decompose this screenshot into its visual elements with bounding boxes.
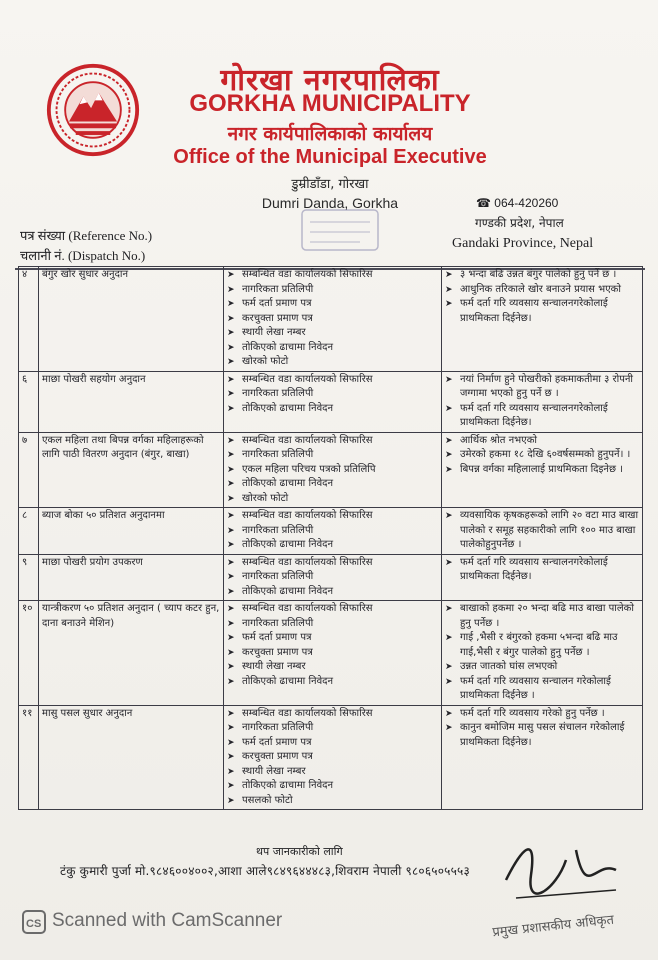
phone-value: 064-420260 [494, 196, 559, 210]
document-list [227, 268, 438, 370]
program-name-cell: एकल महिला तथा बिपन्न वर्गका महिलाहरूको लागि पाठी वितरण अनुदान (बंगुर, बाखा) [39, 432, 224, 508]
required-documents-cell [224, 508, 442, 555]
required-documents-cell [224, 371, 442, 432]
document-item: ➤ फर्म दर्ता प्रमाण पत्र [227, 297, 438, 312]
program-name-cell: ब्याज बोका ५० प्रतिशत अनुदानमा [39, 508, 224, 555]
document-item: ➤ फर्म दर्ता प्रमाण पत्र [227, 631, 438, 646]
province-en: Gandaki Province, Nepal [452, 236, 594, 251]
table-row [19, 601, 643, 706]
document-list [227, 373, 438, 417]
remark-item: ➤ आर्थिक श्रोत नभएको [445, 434, 639, 449]
program-name-cell: माछा पोखरी प्रयोग उपकरण [39, 554, 224, 601]
remarks-list [445, 707, 639, 751]
document-list [227, 602, 438, 689]
document-item: ➤ सम्बन्धित वडा कार्यालयको सिफारिस [227, 602, 438, 617]
serial-number-cell: ११ [19, 705, 39, 810]
document-item: ➤ तोकिएको ढाचामा निवेदन [227, 779, 438, 794]
required-documents-cell [224, 432, 442, 508]
document-item: ➤ नागरिकता प्रतिलिपी [227, 617, 438, 632]
remarks-list [445, 268, 639, 326]
document-item: ➤ स्थायी लेखा नम्बर [227, 660, 438, 675]
document-item: ➤ सम्बन्धित वडा कार्यालयको सिफारिस [227, 268, 438, 283]
document-item: ➤ नागरिकता प्रतिलिपी [227, 570, 438, 585]
document-item: ➤ पसलको फोटो [227, 794, 438, 809]
remarks-cell [442, 508, 643, 555]
province-np: गण्डकी प्रदेश, नेपाल [475, 216, 564, 230]
serial-number-cell: ६ [19, 371, 39, 432]
remarks-list [445, 556, 639, 585]
table-row [19, 432, 643, 508]
subsidy-table [18, 266, 643, 810]
table-row [19, 267, 643, 372]
document-item: ➤ सम्बन्धित वडा कार्यालयको सिफारिस [227, 556, 438, 571]
office-title-np: नगर कार्यपालिकाको कार्यालय [227, 123, 433, 145]
more-info-label: थप जानकारीको लागि [256, 845, 343, 858]
remark-item: ➤ फर्म दर्ता गरि व्यवसाय सन्चालनगरेकोलाई प्राथमिकता दिईनेछ। [445, 297, 639, 326]
remark-item: ➤ फर्म दर्ता गरि व्यवसाय सन्चालनगरेकोलाई प्राथमिकता दिईनेछ। [445, 402, 639, 431]
remark-item: ➤ ३ भन्दा बढि उन्नत बंगुर पालेको हुनु पर्ने छ । [445, 268, 639, 283]
remarks-list [445, 434, 639, 478]
municipality-title-en: GORKHA MUNICIPALITY [189, 90, 471, 117]
remarks-list [445, 373, 639, 431]
remark-item: ➤ उमेरको हकमा १८ देखि ६०वर्षसम्मको हुनुपर्ने। । [445, 448, 639, 463]
address-en: Dumri Danda, Gorkha [261, 195, 399, 211]
remark-item: ➤ बिपन्न वर्गका महिलालाई प्राथमिकता दिइनेछ । [445, 463, 639, 478]
document-item: ➤ तोकिएको ढाचामा निवेदन [227, 341, 438, 356]
remark-item: ➤ नयां निर्माण हुने पोखरीको हकमाकतीमा ३ रोपनी जग्गामा भएको हुनु पर्ने छ । [445, 373, 639, 402]
reference-number-label: पत्र संख्या (Reference No.) [20, 228, 153, 243]
remarks-cell [442, 432, 643, 508]
document-item: ➤ सम्बन्धित वडा कार्यालयको सिफारिस [227, 707, 438, 722]
camscanner-text: Scanned with CamScanner [52, 910, 283, 931]
document-item: ➤ सम्बन्धित वडा कार्यालयको सिफारिस [227, 434, 438, 449]
serial-number-cell: ९ [19, 554, 39, 601]
table-row [19, 371, 643, 432]
document-item: ➤ करचुक्ता प्रमाण पत्र [227, 312, 438, 327]
document-item: ➤ नागरिकता प्रतिलिपी [227, 387, 438, 402]
document-item: ➤ नागरिकता प्रतिलिपी [227, 448, 438, 463]
remark-item: ➤ व्यवसायिक कृषकहरूको लागि २० वटा माउ बाखा पालेको र समूह सहकारीको लागि १०० माउ बाखा पालेकोहुनुपर्नेछ । [445, 509, 639, 553]
remark-item: ➤ गाई ,भैसी र बंगुरको हकमा ५भन्दा बढि माउ गाई,भैसी र बंगुर पालेको हुनु पर्नेछ । [445, 631, 639, 660]
remarks-cell [442, 554, 643, 601]
document-item: ➤ सम्बन्धित वडा कार्यालयको सिफारिस [227, 373, 438, 388]
remarks-cell [442, 371, 643, 432]
table-row [19, 705, 643, 810]
required-documents-cell [224, 554, 442, 601]
serial-number-cell: ७ [19, 432, 39, 508]
document-item: ➤ तोकिएको ढाचामा निवेदन [227, 538, 438, 553]
office-stamp-icon [300, 208, 380, 252]
document-item: ➤ एकल महिला परिचय पत्रको प्रतिलिपि [227, 463, 438, 478]
remark-item: ➤ कानुन बमोजिम मासु पसल संचालन गरेकोलाई प्राथमिकता दिईनेछ। [445, 721, 639, 750]
remarks-list [445, 602, 639, 704]
program-name-cell: माछा पोखरी सहयोग अनुदान [39, 371, 224, 432]
camscanner-logo-icon [22, 910, 46, 934]
document-item: ➤ नागरिकता प्रतिलिपी [227, 524, 438, 539]
document-item: ➤ फर्म दर्ता प्रमाण पत्र [227, 736, 438, 751]
remarks-cell [442, 601, 643, 706]
remarks-cell [442, 705, 643, 810]
document-list [227, 707, 438, 809]
document-item: ➤ नागरिकता प्रतिलिपी [227, 721, 438, 736]
serial-number-cell: ४ [19, 267, 39, 372]
serial-number-cell: १० [19, 601, 39, 706]
phone-number [476, 196, 558, 210]
remarks-list [445, 509, 639, 553]
camscanner-watermark [24, 910, 282, 932]
document-item: ➤ तोकिएको ढाचामा निवेदन [227, 585, 438, 600]
document-list [227, 556, 438, 600]
document-item: ➤ खोरको फोटो [227, 492, 438, 507]
municipality-title-np: गोरखा नगरपालिका [220, 63, 440, 98]
document-item: ➤ सम्बन्धित वडा कार्यालयको सिफारिस [227, 509, 438, 524]
document-item: ➤ तोकिएको ढाचामा निवेदन [227, 402, 438, 417]
remark-item: ➤ फर्म दर्ता गरि व्यवसाय सन्चालन गरेकोलाई प्राथमिकता दिईनेछ । [445, 675, 639, 704]
table-row [19, 508, 643, 555]
document-item: ➤ करचुक्ता प्रमाण पत्र [227, 750, 438, 765]
document-item: ➤ खोरको फोटो [227, 355, 438, 370]
contact-list: टंकु कुमारी पुर्जा मो.९८४६००४००२,आशा आले९८४९६४४४८३,शिवराम नेपाली ९८०६५०५५५३ [60, 864, 470, 878]
document-list [227, 434, 438, 507]
remark-item: ➤ फर्म दर्ता गरि व्यवसाय सन्चालनगरेकोलाई प्राथमिकता दिईनेछ। [445, 556, 639, 585]
address-np: डुम्रीडाँडा, गोरखा [291, 177, 369, 192]
remark-item: ➤ उन्नत जातको घांस लभएको [445, 660, 639, 675]
document-item: ➤ करचुक्ता प्रमाण पत्र [227, 646, 438, 661]
remark-item: ➤ आधुनिक तरिकाले खोर बनाउने प्रयास भएको [445, 283, 639, 298]
phone-icon: ☎ [476, 196, 495, 210]
required-documents-cell [224, 267, 442, 372]
officer-title: प्रमुख प्रशासकीय अधिकृत [491, 912, 615, 941]
signature-icon [486, 820, 636, 920]
serial-number-cell: ८ [19, 508, 39, 555]
office-title-en: Office of the Municipal Executive [173, 146, 487, 168]
document-item: ➤ स्थायी लेखा नम्बर [227, 326, 438, 341]
required-documents-cell [224, 601, 442, 706]
municipality-emblem-icon [44, 62, 142, 158]
subsidy-table-body [19, 267, 643, 810]
document-item: ➤ तोकिएको ढाचामा निवेदन [227, 477, 438, 492]
dispatch-number-label: चलानी नं. (Dispatch No.) [20, 248, 146, 263]
program-name-cell: मासु पसल सुधार अनुदान [39, 705, 224, 810]
table-row [19, 554, 643, 601]
remark-item: ➤ फर्म दर्ता गरि व्यवसाय गरेको हुनु पर्नेछ । [445, 707, 639, 722]
program-name-cell: बंगुर खोर सुधार अनुदान [39, 267, 224, 372]
svg-text:CS: CS [26, 918, 42, 930]
remark-item: ➤ बाखाको हकमा २० भन्दा बढि माउ बाखा पालेको हुनु पर्नेछ । [445, 602, 639, 631]
document-item: ➤ नागरिकता प्रतिलिपी [227, 283, 438, 298]
document-item: ➤ तोकिएको ढाचामा निवेदन [227, 675, 438, 690]
document-list [227, 509, 438, 553]
required-documents-cell [224, 705, 442, 810]
remarks-cell [442, 267, 643, 372]
document-item: ➤ स्थायी लेखा नम्बर [227, 765, 438, 780]
program-name-cell: यान्त्रीकरण ५० प्रतिशत अनुदान ( च्याप कटर हुन, दाना बनाउने मेशिन) [39, 601, 224, 706]
